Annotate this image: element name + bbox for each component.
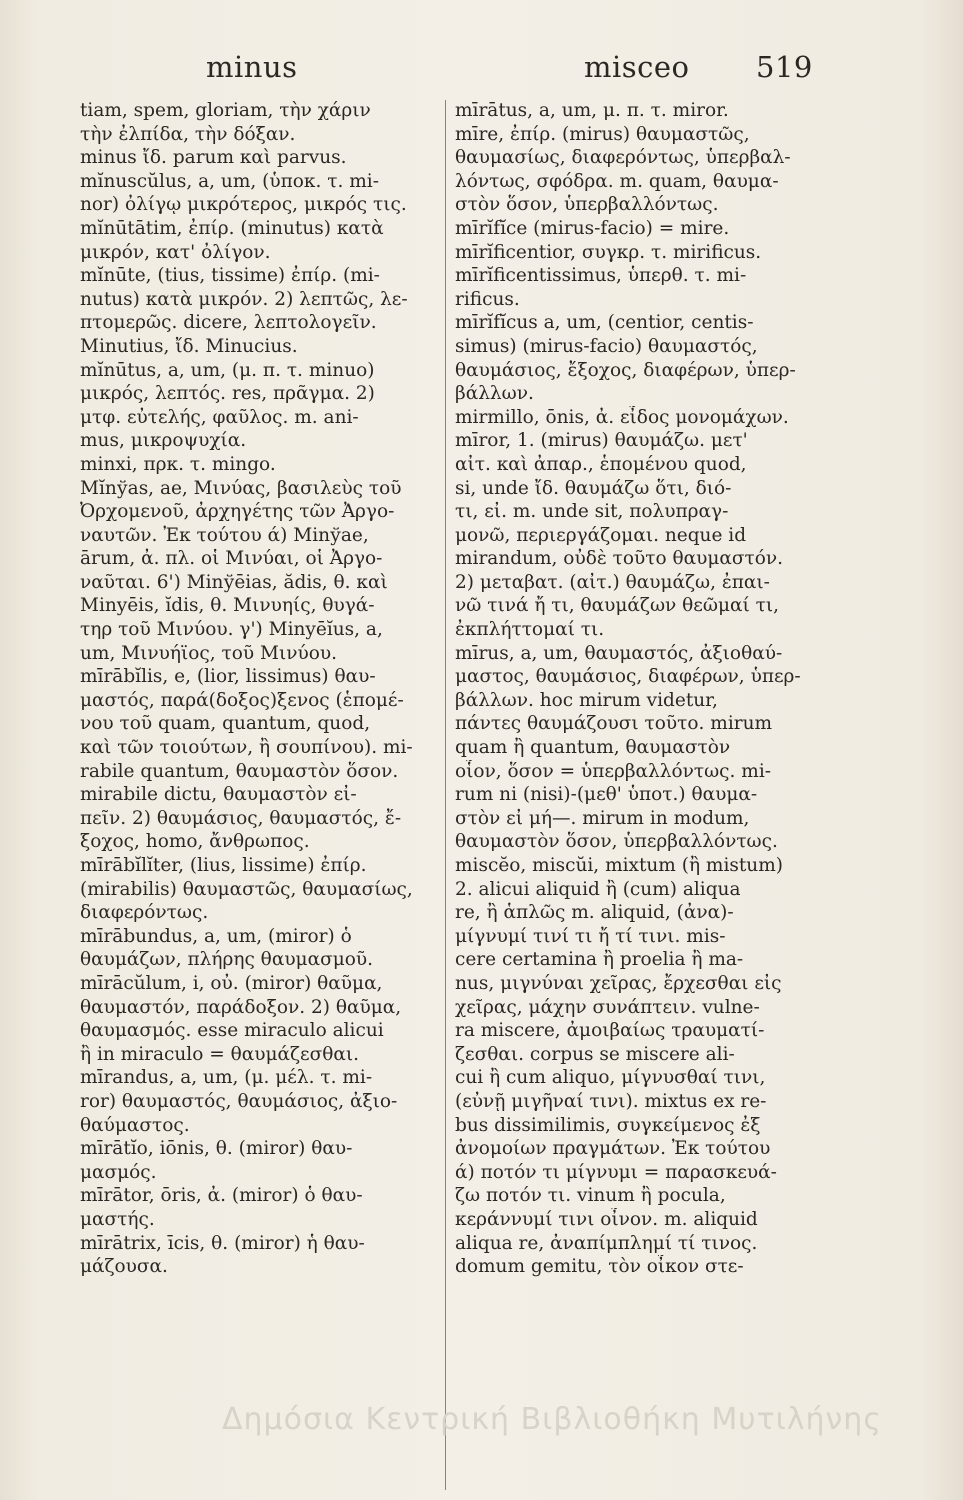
- entry-line: aliqua re, ἀναπίμπλημί τί τινος.: [455, 1232, 758, 1254]
- entry-line: mīrābĭlĭter, (lius, lissime) ἐπίρ.: [80, 855, 367, 876]
- entry-line: μαστός, παρά(δοξος)ξενος (ἑπομέ-: [80, 689, 404, 711]
- entry-line: μικρόν, κατ' ὀλίγον.: [80, 241, 271, 263]
- entry-line: rificus.: [455, 288, 520, 310]
- entry-line: μαστής.: [80, 1208, 155, 1230]
- entry-line: mīrus, a, um, θαυμαστός, ἀξιοθαύ-: [455, 642, 783, 664]
- entry-line: nus, μιγνύναι χεῖρας, ἔρχεσθαι εἰς: [455, 972, 782, 994]
- entry-line: domum gemitu, τὸν οἶκον στε-: [455, 1256, 744, 1278]
- entry-line: θαυμαστὸν ὅσον, ὑπερβαλλόντως.: [455, 831, 778, 853]
- entry-line: ναῦται. 6') Minўēias, ădis, θ. καὶ: [80, 571, 388, 593]
- entry-line: cere certamina ἢ proelia ἢ ma-: [455, 949, 744, 971]
- entry-line: re, ἢ ἁπλῶς m. aliquid, (ἀνα)-: [455, 902, 734, 924]
- entry-line: miscĕo, miscŭi, mixtum (ἢ mistum): [455, 855, 783, 876]
- entry-line: πτομερῶς. dicere, λεπτολογεῖν.: [80, 312, 377, 334]
- entry-line: πάντες θαυμάζουσι τοῦτο. mirum: [455, 713, 773, 735]
- entry-line: νου τοῦ quam, quantum, quod,: [80, 713, 371, 735]
- entry-line: μικρός, λεπτός. res, πρᾶγμα. 2): [80, 383, 375, 405]
- entry-line: mus, μικροψυχία.: [80, 430, 247, 452]
- entry-line: μαστος, θαυμάσιος, διαφέρων, ὑπερ-: [455, 666, 801, 688]
- entry-line: Ὀρχομενοῦ, ἀρχηγέτης τῶν Ἀργο-: [80, 501, 395, 523]
- entry-line: βάλλων. hoc mirum videtur,: [455, 689, 718, 711]
- entry-line: nor) ὀλίγῳ μικρότερος, μικρός τις.: [80, 194, 407, 216]
- entry-line: Minutius, ἴδ. Minucius.: [80, 335, 298, 357]
- entry-line: mīrātor, ōris, ἀ. (miror) ὁ θαυ-: [80, 1185, 363, 1207]
- entry-line: cui ἢ cum aliquo, μίγνυσθαί τινι,: [455, 1067, 766, 1089]
- entry-line: οἷον, ὅσον = ὑπερβαλλόντως. mi-: [455, 760, 771, 782]
- entry-line: θαυμασίως, διαφερόντως, ὑπερβαλ-: [455, 147, 791, 169]
- entry-line: mĭnuscŭlus, a, um, (ὑποκ. τ. mi-: [80, 170, 379, 192]
- entry-line: τηρ τοῦ Μινύου. γ') Minyēĭus, a,: [80, 619, 383, 641]
- right-headword: misceo: [584, 50, 690, 84]
- entry-line: χεῖρας, μάχην συνάπτειν. vulne-: [455, 996, 760, 1018]
- entry-line: αἰτ. καὶ ἀπαρ., ἑπομένου quod,: [455, 453, 747, 475]
- entry-line: mīrābundus, a, um, (miror) ὁ: [80, 925, 352, 947]
- entry-line: bus dissimilimis, συγκείμενος ἐξ: [455, 1114, 761, 1136]
- entry-line: mīrācŭlum, i, οὐ. (miror) θαῦμα,: [80, 972, 383, 994]
- entry-line: μτφ. εὐτελής, φαῦλος. m. ani-: [80, 406, 359, 428]
- entry-line: mirabile dictu, θαυμαστὸν εἰ-: [80, 784, 357, 806]
- entry-line: mĭnūte, (tius, tissime) ἐπίρ. (mi-: [80, 265, 380, 287]
- entry-line: mĭnūtātim, ἐπίρ. (minutus) κατὰ: [80, 217, 384, 239]
- entry-line: quam ἢ quantum, θαυμαστὸν: [455, 737, 731, 759]
- entry-line: mīror, 1. (mirus) θαυμάζω. μετ': [455, 430, 748, 452]
- page-header: [0, 50, 963, 94]
- entry-line: θαυμάζων, πλήρης θαυμασμοῦ.: [80, 949, 373, 971]
- entry-line: rum ni (nisi)-(μεθ' ὑποτ.) θαυμα-: [455, 784, 758, 806]
- left-headword: minus: [206, 50, 298, 84]
- entry-line: ξοχος, homo, ἄνθρωπος.: [80, 831, 310, 853]
- entry-line: μίγνυμί τινί τι ἤ τί τινι. mis-: [455, 925, 726, 947]
- entry-line: θαυμαστόν, παράδοξον. 2) θαῦμα,: [80, 996, 402, 1018]
- entry-line: λόντως, σφόδρα. m. quam, θαυμα-: [455, 170, 779, 192]
- entry-line: mīrābĭlis, e, (lior, lissimus) θαυ-: [80, 666, 376, 688]
- entry-line: mirandum, οὐδὲ τοῦτο θαυμαστόν.: [455, 548, 784, 570]
- entry-line: rabile quantum, θαυμαστὸν ὅσον.: [80, 760, 399, 782]
- entry-line: mīrandus, a, um, (μ. μέλ. τ. mi-: [80, 1067, 373, 1089]
- entry-line: minxi, πρκ. τ. mingo.: [80, 453, 276, 475]
- entry-line: στὸν ὅσον, ὑπερβαλλόντως.: [455, 194, 719, 216]
- page-number: 519: [756, 50, 813, 84]
- entry-line: μασμός.: [80, 1161, 157, 1183]
- entry-line: διαφερόντως.: [80, 902, 209, 924]
- entry-line: πεῖν. 2) θαυμάσιος, θαυμαστός, ἔ-: [80, 807, 402, 829]
- entry-line: tiam, spem, gloriam, τὴν χάριν: [80, 100, 371, 121]
- entry-line: Minyēis, ĭdis, θ. Μινυηίς, θυγά-: [80, 595, 375, 617]
- entry-line: ra miscere, ἀμοιβαίως τραυματί-: [455, 1020, 765, 1042]
- entry-line: (εὐνῇ μιγῆναί τινι). mixtus ex re-: [455, 1090, 767, 1112]
- entry-line: mīrĭfĭce (mirus-facio) = mire.: [455, 217, 730, 239]
- entry-line: μονῶ, περιεργάζομαι. neque id: [455, 524, 747, 546]
- entry-line: ἢ in miraculo = θαυμάζεσθαι.: [80, 1043, 359, 1065]
- entry-line: θαύμαστος.: [80, 1114, 190, 1136]
- entry-line: ά) ποτόν τι μίγνυμι = παρασκευά-: [455, 1161, 777, 1183]
- entry-line: nutus) κατὰ μικρόν. 2) λεπτῶς, λε-: [80, 288, 408, 310]
- entry-line: βάλλων.: [455, 383, 534, 405]
- entry-line: um, Μινυήϊος, τοῦ Μινύου.: [80, 642, 337, 664]
- entry-line: μάζουσα.: [80, 1256, 168, 1278]
- entry-line: θαυμάσιος, ἔξοχος, διαφέρων, ὑπερ-: [455, 359, 796, 381]
- entry-line: (mirabilis) θαυμαστῶς, θαυμασίως,: [80, 878, 413, 900]
- entry-line: 2. alicui aliquid ἢ (cum) aliqua: [455, 878, 741, 900]
- entry-line: mīrātus, a, um, μ. π. τ. miror.: [455, 100, 729, 121]
- entry-line: ναυτῶν. Ἐκ τούτου ά) Minўae,: [80, 524, 369, 546]
- entry-line: mīrātrix, īcis, θ. (miror) ἡ θαυ-: [80, 1232, 365, 1254]
- left-column: [80, 99, 458, 1279]
- entry-line: mīre, ἐπίρ. (mirus) θαυμαστῶς,: [455, 123, 750, 145]
- entry-line: ζεσθαι. corpus se miscere ali-: [455, 1043, 735, 1065]
- entry-line: mīrātĭo, iōnis, θ. (miror) θαυ-: [80, 1138, 353, 1160]
- entry-line: mīrĭfĭcus a, um, (centior, centis-: [455, 312, 754, 334]
- entry-line: ζω ποτόν τι. vinum ἢ pocula,: [455, 1185, 726, 1207]
- entry-line: τὴν ἐλπίδα, τὴν δόξαν.: [80, 123, 296, 145]
- entry-line: ror) θαυμαστός, θαυμάσιος, ἀξιο-: [80, 1090, 398, 1112]
- entry-line: νῶ τινά ἤ τι, θαυμάζων θεῶμαί τι,: [455, 595, 779, 617]
- entry-line: mīrĭficentior, συγκρ. τ. mirificus.: [455, 241, 762, 263]
- entry-line: mirmillo, ōnis, ἀ. εἶδος μονομάχων.: [455, 406, 789, 428]
- entry-line: καὶ τῶν τοιούτων, ἢ σουπίνου). mi-: [80, 737, 413, 759]
- library-watermark: Δημόσια Κεντρική Βιβλιοθήκη Μυτιλήνης: [222, 1402, 882, 1437]
- entry-line: si, unde ἴδ. θαυμάζω ὅτι, διό-: [455, 477, 732, 499]
- entry-line: 2) μεταβατ. (αἰτ.) θαυμάζω, ἐπαι-: [455, 571, 770, 593]
- right-column: [455, 99, 833, 1279]
- entry-line: simus) (mirus-facio) θαυμαστός,: [455, 335, 758, 357]
- entry-line: ἀνομοίων πραγμάτων. Ἐκ τούτου: [455, 1138, 771, 1160]
- entry-line: mĭnūtus, a, um, (μ. π. τ. minuo): [80, 359, 375, 381]
- entry-line: minus ἴδ. parum καὶ parvus.: [80, 147, 347, 169]
- entry-line: θαυμασμός. esse miraculo alicui: [80, 1020, 384, 1042]
- entry-line: Mĭnўas, ae, Μινύας, βασιλεὺς τοῦ: [80, 477, 402, 499]
- entry-line: κεράννυμί τινι οἶνον. m. aliquid: [455, 1208, 758, 1230]
- entry-line: ārum, ἀ. πλ. οἱ Μινύαι, οἱ Ἀργο-: [80, 548, 383, 570]
- column-divider: [445, 100, 446, 1490]
- entry-line: τι, εἰ. m. unde sit, πολυπραγ-: [455, 501, 729, 523]
- entry-line: mīrĭficentissimus, ὑπερθ. τ. mi-: [455, 265, 747, 287]
- entry-line: στὸν εἰ μή—. mirum in modum,: [455, 807, 750, 829]
- entry-line: ἐκπλήττομαί τι.: [455, 619, 605, 641]
